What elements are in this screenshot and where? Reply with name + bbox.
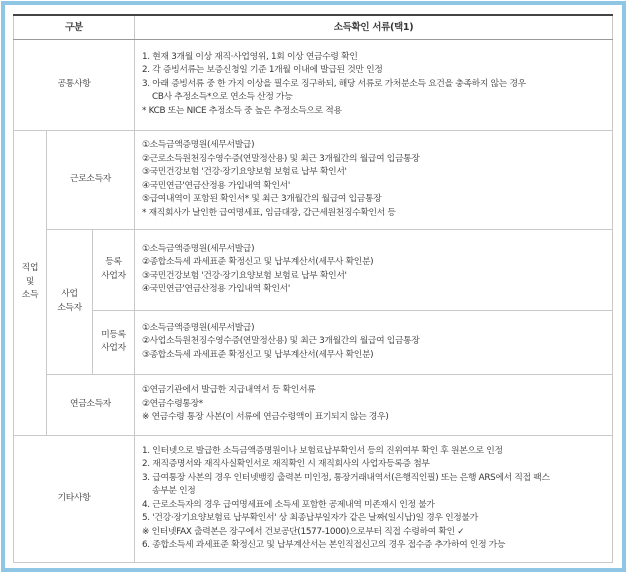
registered-line: ④국민연금'연금산정용 가입내역 확인서' bbox=[142, 284, 290, 294]
table-row-registered-business bbox=[14, 229, 613, 310]
other-line: 3. 급여통장 사본의 경우 인터넷뱅킹 출력본 미인정, 통장거래내역서(은행직인필) 또는 은행 ARS에서 직접 팩스 bbox=[142, 472, 550, 483]
wage-line: ②근로소득원천징수영수증(연말정산용) 및 최근 3개월간의 월급여 입금통장 bbox=[142, 153, 420, 164]
other-line: 4. 근로소득자의 경우 급여명세표에 소득세 포함한 공제내역 미존재시 인정 불가 bbox=[142, 499, 435, 510]
wage-line: ①소득금액증명원(세무서발급) bbox=[142, 140, 255, 150]
row-label-business-income: 사업 소득자 bbox=[47, 229, 93, 374]
table-row-other bbox=[14, 435, 613, 562]
common-line: 3. 아래 증빙서류 중 한 가지 이상을 필수로 징구하되, 해당 서류로 가처분소득 요건을 충족하지 않는 경우 bbox=[142, 78, 526, 89]
registered-business-content bbox=[135, 229, 613, 310]
header-documents: 소득확인 서류(택1) bbox=[135, 15, 613, 39]
other-line: 2. 재직증명서와 재직사실확인서로 재직확인 시 재직회사의 사업자등록증 첨부 bbox=[142, 459, 430, 469]
table-row-unregistered-business bbox=[14, 310, 613, 374]
unregistered-business-content bbox=[135, 310, 613, 374]
common-line: * KCB 또는 NICE 추정소득 중 높은 추정소득으로 적용 bbox=[142, 105, 342, 116]
table-row-wage-earner bbox=[14, 130, 613, 229]
pension-line: ①연금기관에서 발급한 지급내역서 등 확인서류 bbox=[142, 385, 316, 396]
registered-line: ①소득금액증명원(세무서발급) bbox=[142, 243, 255, 254]
row-label-pension: 연금소득자 bbox=[47, 374, 135, 435]
common-line: 2. 각 증빙서류는 보증신청일 기준 1개월 이내에 발급된 것만 인정 bbox=[142, 65, 383, 76]
wage-line: ⑤급여내역이 포함된 확인서* 및 최근 3개월간의 월급여 입금통장 bbox=[142, 194, 382, 204]
pension-content bbox=[135, 374, 613, 435]
other-line: ※ 인터넷FAX 출력본은 장구에서 건보공단(1577-1000)으로부터 직접 수령하여 확인 ✓ bbox=[142, 526, 465, 537]
pension-line: ②연금수령통장* bbox=[142, 398, 203, 409]
table-header-row bbox=[14, 15, 613, 39]
pension-line: ※ 연금수령 통장 사본(이 서류에 연금수령액이 표기되지 않는 경우) bbox=[142, 412, 389, 423]
unregistered-line: ③종합소득세 과세표준 확정신고 및 납부계산서(세무사 확인분) bbox=[142, 349, 374, 360]
unregistered-line: ①소득금액증명원(세무서발급) bbox=[142, 322, 255, 333]
row-label-unregistered-business: 미등록 사업자 bbox=[93, 310, 135, 374]
registered-line: ②종합소득세 과세표준 확정신고 및 납부계산서(세무사 확인분) bbox=[142, 257, 374, 267]
wage-line: ④국민연금'연금산정용 가입내역 확인서' bbox=[142, 180, 290, 191]
registered-line: ③국민건강보험 '건강·장기요양보험 보험료 납부 확인서' bbox=[142, 270, 347, 281]
header-category: 구분 bbox=[14, 15, 135, 39]
row-label-other: 기타사항 bbox=[14, 435, 135, 562]
income-documents-table bbox=[13, 14, 613, 563]
row-label-wage-earner: 근로소득자 bbox=[47, 130, 135, 229]
row-label-common: 공통사항 bbox=[14, 39, 135, 130]
document-frame bbox=[1, 1, 626, 572]
wage-line: ③국민건강보험 '건강·장기요양보험 보험료 납부 확인서' bbox=[142, 167, 347, 177]
wage-line: * 재직회사가 날인한 급여명세표, 임금대장, 갑근세원천징수확인서 등 bbox=[142, 207, 396, 218]
other-line: 송부분 인정 bbox=[152, 486, 196, 496]
common-line: CB사 추정소득*으로 연소득 산정 가능 bbox=[152, 92, 293, 103]
other-line: 6. 종합소득세 과세표준 확정신고 및 납부계산서는 본인직접신고의 경우 접수증 추가하여 인정 가능 bbox=[142, 540, 506, 550]
common-content bbox=[135, 39, 613, 130]
table-row-pension bbox=[14, 374, 613, 435]
row-label-registered-business: 등록 사업자 bbox=[93, 229, 135, 310]
other-line: 5. '건강·장기요양보험료 납부확인서' 상 최종납부일자가 같은 날짜(일시납)일 경우 인정불가 bbox=[142, 513, 478, 523]
common-line: 1. 현재 3개월 이상 재직·사업영위, 1회 이상 연금수령 확인 bbox=[142, 51, 358, 62]
wage-earner-content bbox=[135, 130, 613, 229]
other-content bbox=[135, 435, 613, 562]
unregistered-line: ②사업소득원천징수영수증(연말정산용) 및 최근 3개월간의 월급여 입금통장 bbox=[142, 336, 420, 347]
row-label-job-income: 직업 및 소득 bbox=[14, 130, 47, 435]
table-row-common bbox=[14, 39, 613, 130]
other-line: 1. 인터넷으로 발급한 소득금액증명원이나 보험료납부확인서 등의 진위여부 확인 후 원본으로 인정 bbox=[142, 445, 503, 456]
